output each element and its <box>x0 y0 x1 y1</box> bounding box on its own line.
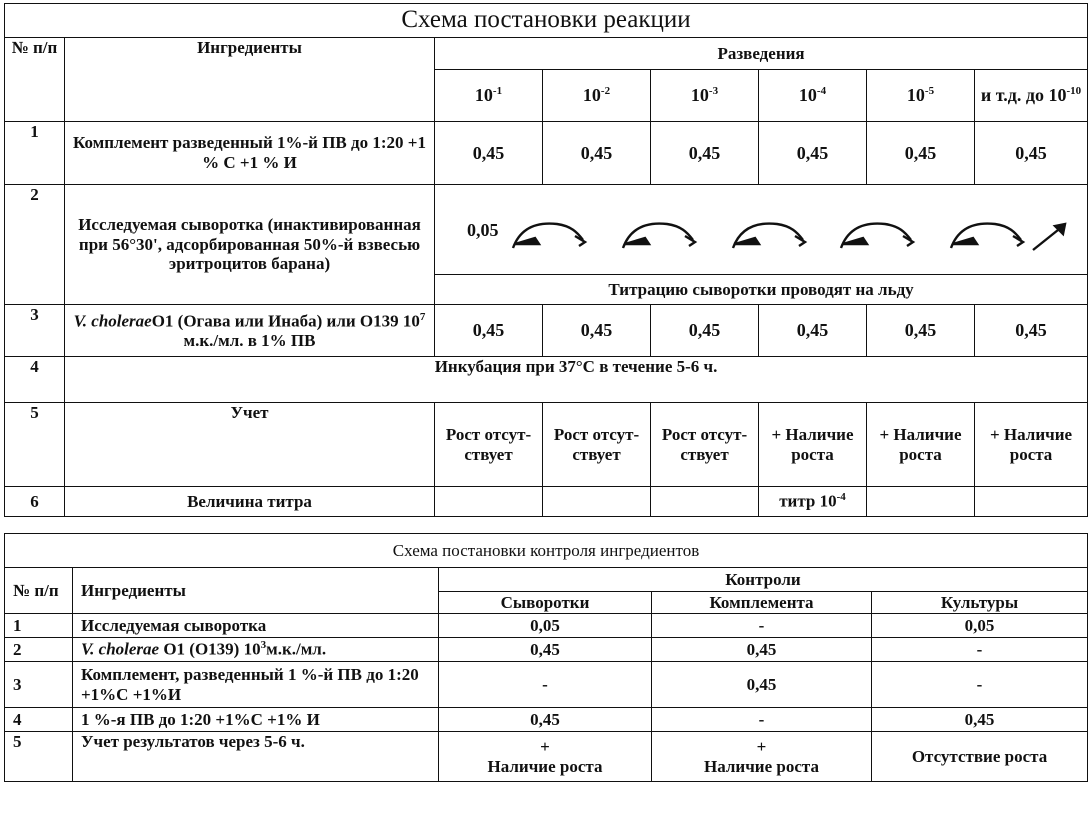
result-cell: + Наличие роста <box>759 403 867 487</box>
row-1-value: 0,45 <box>975 122 1088 185</box>
row-6-num: 6 <box>5 487 65 517</box>
control-culture: 0,05 <box>872 614 1088 638</box>
row-1-ingredient: Комплемент разведенный 1%-й ПВ до 1:20 +1 % С +1 % И <box>65 122 435 185</box>
control-row-num: 1 <box>5 614 73 638</box>
row-3-value: 0,45 <box>651 305 759 357</box>
row-3-num: 3 <box>5 305 65 357</box>
titration-arrows <box>435 186 1085 274</box>
control-row-num: 5 <box>5 732 73 782</box>
row-5-num: 5 <box>5 403 65 487</box>
row-2-num: 2 <box>5 185 65 305</box>
header-ingredients: Ингредиенты <box>65 38 435 122</box>
row-1-value: 0,45 <box>759 122 867 185</box>
result-cell: + Наличие роста <box>867 403 975 487</box>
row-6-ingredient: Величина титра <box>65 487 435 517</box>
control-row-ingredient: Учет результатов через 5-6 ч. <box>73 732 439 782</box>
controls-title: Схема постановки контроля ингредиентов <box>5 534 1088 568</box>
control-row-ingredient: Исследуемая сыворотка <box>73 614 439 638</box>
serum-titration-cell <box>435 185 1088 275</box>
control-complement: + Наличие роста <box>652 732 872 782</box>
header-num: № п/п <box>5 38 65 122</box>
control-row-ingredient: V. cholerae O1 (O139) $10^3м.к./мл$. <box>73 638 439 662</box>
control-row-num: 4 <box>5 708 73 732</box>
titration-note: Титрацию сыворотки проводят на льду <box>435 275 1088 305</box>
controls-header-serum: Сыворотки <box>439 592 652 614</box>
result-cell: + Наличие роста <box>975 403 1088 487</box>
row-3-value: 0,45 <box>435 305 543 357</box>
control-row-ingredient: Комплемент, разведенный 1 %-й ПВ до 1:20 +1%С +1%И <box>73 662 439 708</box>
row-1-value: 0,45 <box>543 122 651 185</box>
row-1-value: 0,45 <box>435 122 543 185</box>
incubation-text: Инкубация при 37°С в течение 5-6 ч. <box>65 357 1088 403</box>
dilution-last: и т.д. до $10^{-10}$ <box>975 70 1088 122</box>
control-serum: 0,45 <box>439 708 652 732</box>
control-row-ingredient: 1 %-я ПВ до 1:20 +1%С +1% И <box>73 708 439 732</box>
reaction-scheme-table <box>4 3 1088 517</box>
row-3-ingredient: V. choleraeO1 (Огава или Инаба) или O139 $10^7$ м.к./мл. в 1% ПВ <box>65 305 435 357</box>
result-cell: Рост отсут-ствует <box>651 403 759 487</box>
control-culture: Отсутствие роста <box>872 732 1088 782</box>
controls-header-controls: Контроли <box>439 568 1088 592</box>
row-4-num: 4 <box>5 357 65 403</box>
result-cell: Рост отсут-ствует <box>435 403 543 487</box>
control-complement: - <box>652 614 872 638</box>
control-serum: - <box>439 662 652 708</box>
dilution-1: $10^{-1}$ <box>435 70 543 122</box>
control-culture: - <box>872 638 1088 662</box>
dilution-4: $10^{-4}$ <box>759 70 867 122</box>
controls-header-ingredients: Ингредиенты <box>73 568 439 614</box>
controls-header-culture: Культуры <box>872 592 1088 614</box>
control-serum: 0,45 <box>439 638 652 662</box>
serum-start-value: 0,05 <box>467 219 499 240</box>
control-serum: 0,05 <box>439 614 652 638</box>
dilution-3: $10^{-3}$ <box>651 70 759 122</box>
control-serum: + Наличие роста <box>439 732 652 782</box>
control-culture: - <box>872 662 1088 708</box>
titer-value: титр $10^{-4}$ <box>759 487 867 517</box>
control-complement: - <box>652 708 872 732</box>
row-3-value: 0,45 <box>867 305 975 357</box>
control-row-num: 3 <box>5 662 73 708</box>
dilution-2: $10^{-2}$ <box>543 70 651 122</box>
row-3-value: 0,45 <box>543 305 651 357</box>
row-3-value: 0,45 <box>759 305 867 357</box>
row-3-value: 0,45 <box>975 305 1088 357</box>
row-1-value: 0,45 <box>651 122 759 185</box>
dilution-5: $10^{-5}$ <box>867 70 975 122</box>
row-5-ingredient: Учет <box>65 403 435 487</box>
controls-header-num: № п/п <box>5 568 73 614</box>
control-row-num: 2 <box>5 638 73 662</box>
controls-header-complement: Комплемента <box>652 592 872 614</box>
control-complement: 0,45 <box>652 638 872 662</box>
controls-scheme-table <box>4 533 1088 782</box>
control-culture: 0,45 <box>872 708 1088 732</box>
row-1-value: 0,45 <box>867 122 975 185</box>
header-dilutions: Разведения <box>435 38 1088 70</box>
row-2-ingredient: Исследуемая сыворотка (инактивированная при 56°30', адсорбированная 50%-й взвесью эритроцитов барана) <box>65 185 435 305</box>
reaction-title: Схема постановки реакции <box>5 4 1088 38</box>
control-complement: 0,45 <box>652 662 872 708</box>
row-1-num: 1 <box>5 122 65 185</box>
result-cell: Рост отсут-ствует <box>543 403 651 487</box>
